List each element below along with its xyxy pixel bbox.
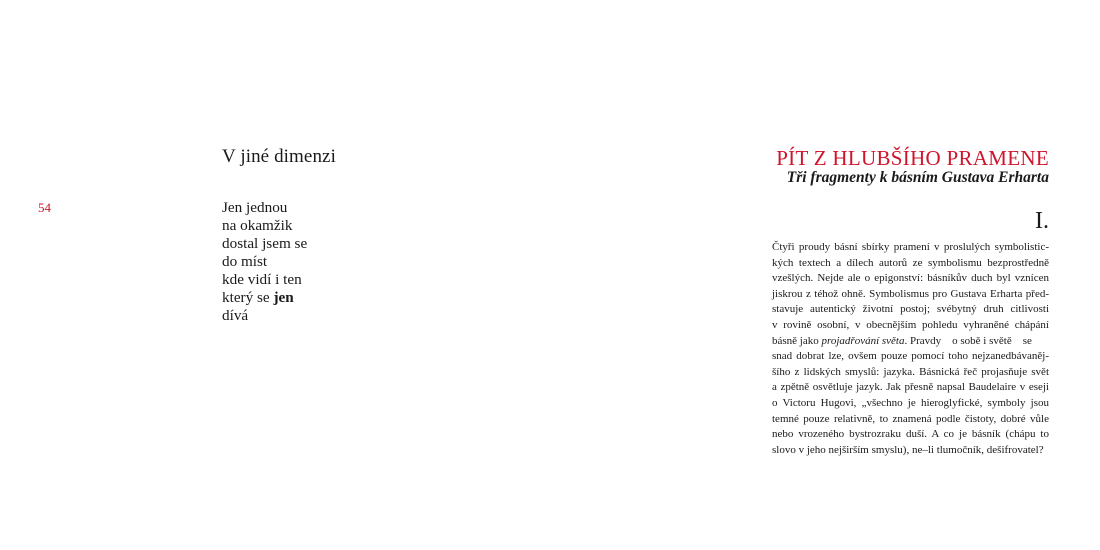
body-line: kých textech a dílech autorů ze symbolismu bezprostředně [772,256,1049,269]
poem-line-text: který se [222,289,274,306]
body-line: jiskrou z téhož ohně. Symbolismus pro Gustava Erharta před- [772,287,1049,300]
body-line [772,334,1049,350]
essay-title: PÍT Z HLUBŠÍHO PRAMENE [776,146,1049,170]
poem-line: na okamžik [222,217,293,234]
body-line: Čtyři proudy básní sbírky pramení v proslulých symbolistic- [772,241,1049,253]
body-line: šího z lidských smyslů: jazyka. Básnická řeč projasňuje svět [772,365,1049,378]
body-line: a zpětně osvětluje jazyk. Jak přesně napsal Baudelaire v eseji [772,381,1049,394]
poem-line: dívá [222,307,249,324]
poem-title: V jiné dimenzi [222,146,336,167]
body-line: v rovině osobní, v obecnějším pohledu vyhraněné chápání [772,318,1049,331]
body-italic-phrase: projadřování světa [821,334,905,347]
section-number: I. [1035,208,1049,234]
poem [222,199,307,325]
body-line: slovo v jeho nejširším smyslu), ne–li tlumočník, dešifrovatel? [772,443,1044,456]
body-line: temné pouze relativně, to znamená podle čistoty, dobré vůle [772,412,1049,425]
body-line-rest: . Pravdy o sobě i světě se [904,334,1032,347]
body-line: stavuje autentický životní postoj; svébytný druh citlivosti [772,303,1049,316]
poem-bold-word: jen [273,289,294,306]
poem-line: kde vidí i ten [222,271,302,288]
essay-body [772,240,1049,458]
body-line: nebo vrozeného bystrozraku duší. A co je básník (chápu to [772,428,1049,441]
body-line: vzešlých. Nejde ale o epigonství: básníkův duch byl vznícen [772,272,1049,285]
essay-subtitle: Tři fragmenty k básním Gustava Erharta [786,169,1049,186]
poem-line: do míst [222,253,268,270]
body-line-text: básně jako [772,334,822,347]
poem-line: dostal jsem se [222,235,308,252]
page-number: 54 [38,200,51,215]
poem-line: Jen jednou [222,199,288,216]
poem-line [222,289,307,307]
body-line: o Victoru Hugovi, „všechno je hieroglyfické, symboly jsou [772,396,1049,409]
body-line: snad dobrat lze, ovšem pouze pomocí toho nejzanedbávaněj- [772,350,1049,363]
